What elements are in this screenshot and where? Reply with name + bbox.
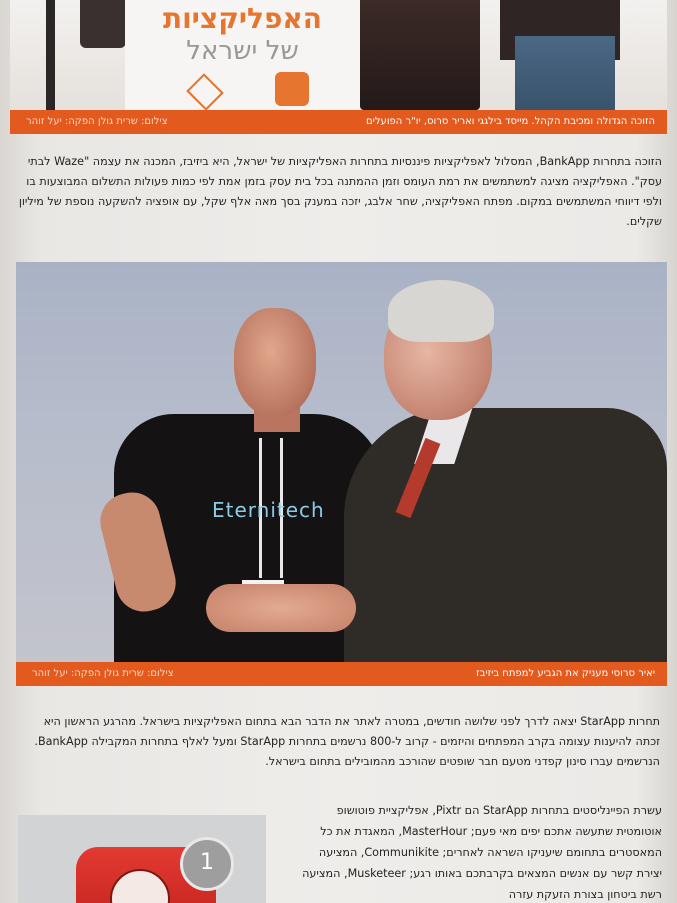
photo-caption: הזוכה הגדולה ומכיבת הקהל. מייסד בילגגי ואריר סרוס, יו"ר הפועלים <box>366 116 655 127</box>
article-paragraph-finalists: עשרת הפיינליסטים בתחרות StarApp הם Pixtr, אפליקציית פוטושופ אוטומטית שתעשה אתכם יפים מאי פעם; MasterHour, המאגדת את כל המאסטרים בתחומם שיעניקו השראה לאחרים; Communikite, המציעה יצירת קשר עם אנשים המצאים בקרבתכם באותו רגע; Musketeer, המציעה רשת ביטחון בצורת הזעקת עזרה <box>302 804 662 901</box>
app-icon-image <box>18 815 266 903</box>
shirt-logo: Eternitech <box>212 498 325 522</box>
sign-title: האפליקציות <box>162 2 323 35</box>
article-paragraph-starapp: תחרות StarApp יצאה לדרך לפני שלושה חודשים, במטרה לאתר את הדבר הבא בתחום האפליקציות בישראל. מהרגע הראשון היא זכתה להיענות עצומה בקרב המפתחים והיזמים - קרוב ל-800 נרשמים בתחרות StarApp ומעל לאלף בתחרות המקבילה BankApp. הנרשמים עברו סינון קפדני מטעם חבר שופטים שהורכב מהמובילים בתחום בישראל. <box>34 715 660 768</box>
background-person <box>80 0 126 48</box>
event-sign <box>125 0 360 110</box>
photo-caption-2: יאיר סרוסי מעניק את הגביע למפתח ביזיבז <box>476 668 655 679</box>
sign-app-icon <box>275 72 309 106</box>
handshake <box>206 584 356 632</box>
microphone-stand <box>46 0 55 110</box>
person-jeans <box>515 36 615 110</box>
notification-badge: 1 <box>180 837 234 891</box>
person-in-suit <box>360 0 480 110</box>
photo-caption-bar-2 <box>16 662 667 686</box>
photo-credit: צילום: שרית גולן הפקה: יעל זוהר <box>26 116 168 127</box>
handshake-photo <box>16 262 667 662</box>
winner-head <box>234 308 316 416</box>
article-paragraph-bankapp: הזוכה בתחרות BankApp, המסלול לאפליקציות פיננסיות בתחרות האפליקציות של ישראל, היא ביזיבז, המכנה את עצמה "Waze לבתי עסק". האפליקציה מציגה למשתמשים את רמת העומס וזמן ההמתנה בכל בית עסק בזמן אמת לפי כמות פעולות התשלום המבוצעות בו ולפי דיווחי המשתמשים במקום. מפתח האפליקציה, שחר אלבג, יזכה במענק בסך מאה אלף שקל, עם אופציה להשקעה נוספת של מיליון שקלים. <box>18 155 662 228</box>
presenter-suit <box>344 408 667 662</box>
photo-caption-bar <box>10 110 667 134</box>
photo-credit-2: צילום: שרית גולן הפקה: יעל זוהר <box>32 668 174 679</box>
sign-subtitle: של ישראל <box>186 36 299 66</box>
event-photo-top <box>10 0 667 110</box>
sign-diamond-icon <box>186 73 224 110</box>
presenter-hair <box>388 280 494 342</box>
